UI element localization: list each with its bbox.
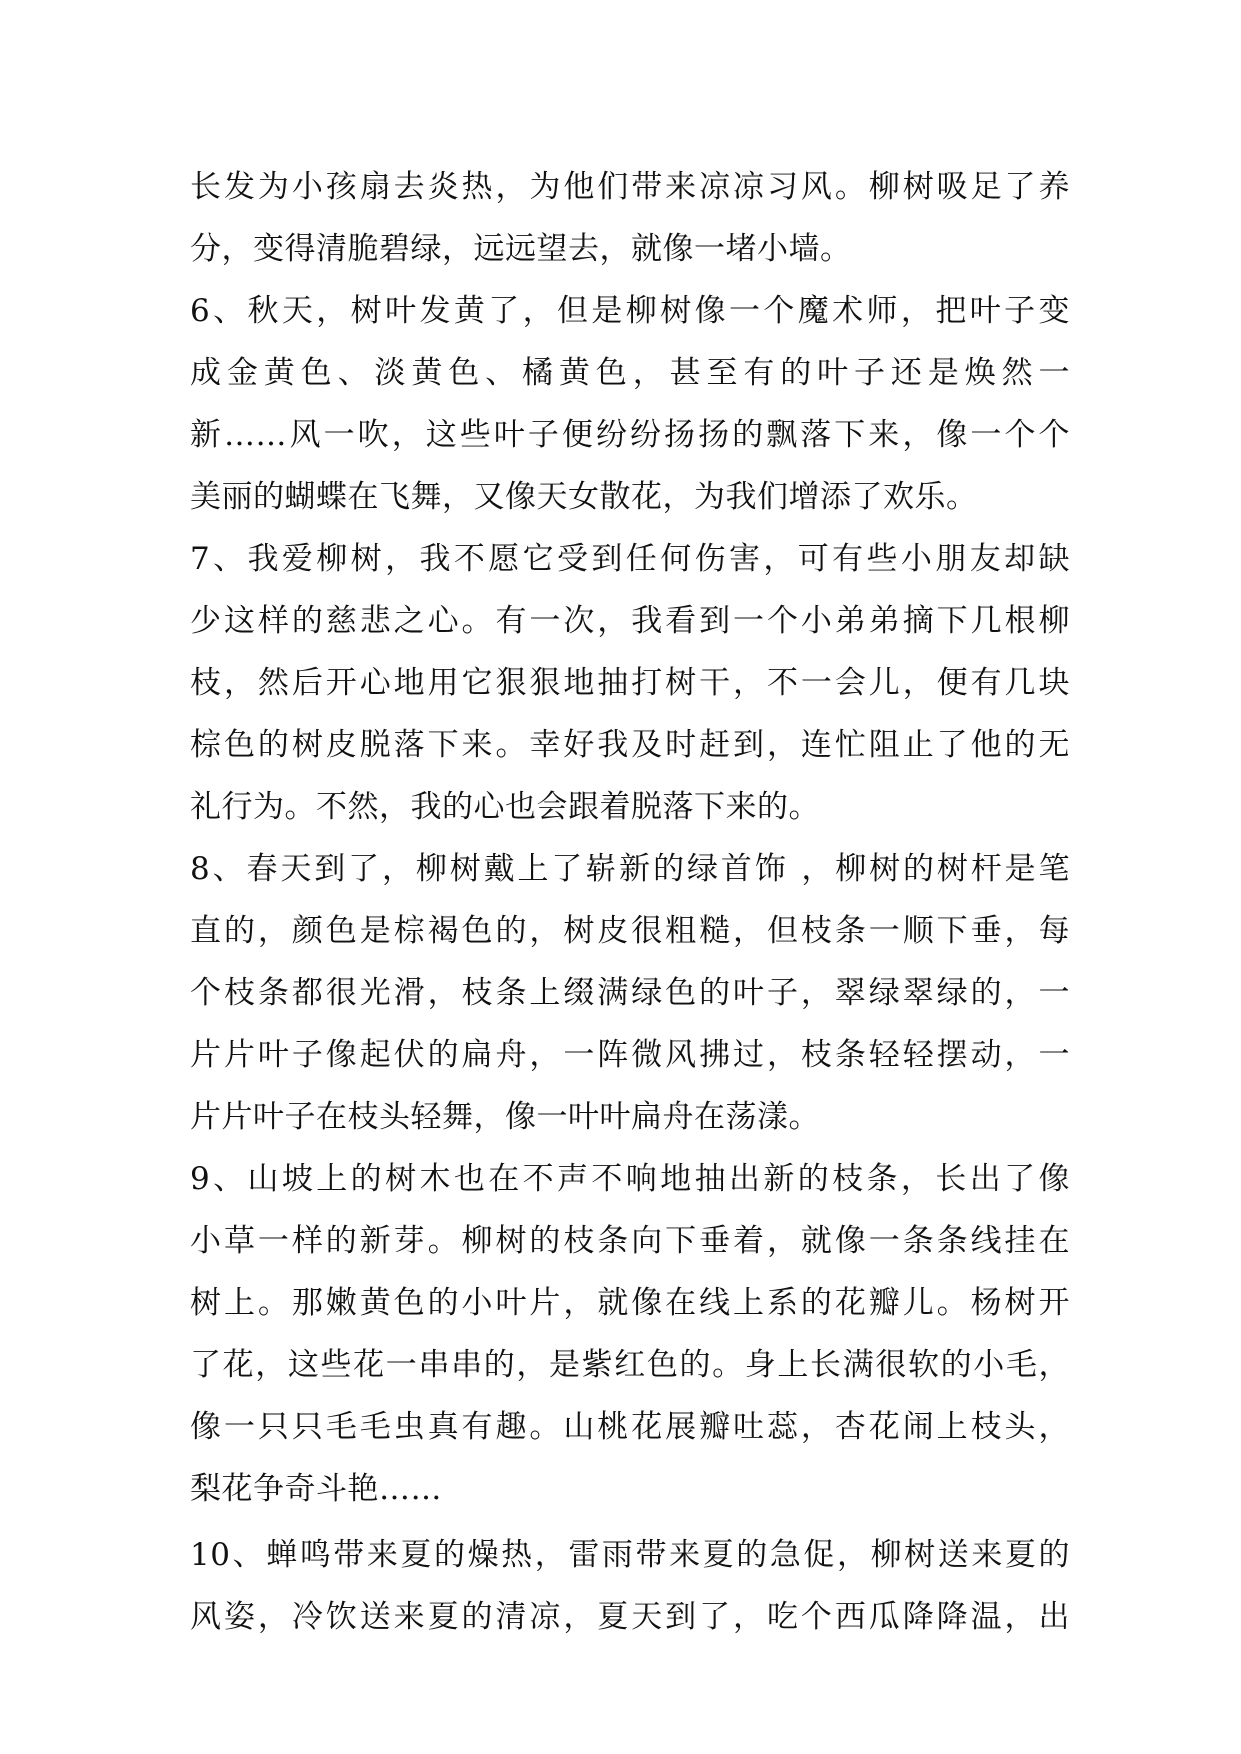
- text-line: 枝，然后开心地用它狠狠地抽打树干，不一会儿，便有几块: [190, 665, 1070, 701]
- text-line: 了花，这些花一串串的，是紫红色的。身上长满很软的小毛，: [190, 1347, 1070, 1383]
- text-line: 片片叶子像起伏的扁舟，一阵微风拂过，枝条轻轻摆动，一: [190, 1037, 1070, 1073]
- text-line: 9、山坡上的树木也在不声不响地抽出新的枝条，长出了像: [190, 1161, 1070, 1197]
- document-body: [190, 156, 1070, 1648]
- text-line: 分，变得清脆碧绿，远远望去，就像一堵小墙。: [190, 231, 852, 267]
- text-line: 个枝条都很光滑，枝条上缀满绿色的叶子，翠绿翠绿的，一: [190, 975, 1070, 1011]
- text-line: 片片叶子在枝头轻舞，像一叶叶扁舟在荡漾。: [190, 1099, 820, 1135]
- text-line: 像一只只毛毛虫真有趣。山桃花展瓣吐蕊，杏花闹上枝头，: [190, 1409, 1070, 1445]
- text-line: 礼行为。不然，我的心也会跟着脱落下来的。: [190, 789, 820, 825]
- text-line: 8、春天到了，柳树戴上了崭新的绿首饰 ，柳树的树杆是笔: [190, 851, 1070, 887]
- text-line: 6、秋天，树叶发黄了，但是柳树像一个魔术师，把叶子变: [190, 293, 1070, 329]
- text-line: 10、蝉鸣带来夏的燥热，雷雨带来夏的急促，柳树送来夏的: [190, 1537, 1070, 1573]
- text-line: 成金黄色、淡黄色、橘黄色，甚至有的叶子还是焕然一: [190, 355, 1070, 391]
- text-line: 梨花争奇斗艳……: [190, 1471, 442, 1507]
- text-line: 7、我爱柳树，我不愿它受到任何伤害，可有些小朋友却缺: [190, 541, 1070, 577]
- text-line: 新……风一吹，这些叶子便纷纷扬扬的飘落下来，像一个个: [190, 417, 1070, 453]
- text-line: 小草一样的新芽。柳树的枝条向下垂着，就像一条条线挂在: [190, 1223, 1070, 1259]
- text-line: 少这样的慈悲之心。有一次，我看到一个小弟弟摘下几根柳: [190, 603, 1070, 639]
- text-line: 棕色的树皮脱落下来。幸好我及时赶到，连忙阻止了他的无: [190, 727, 1070, 763]
- text-line: 风姿，冷饮送来夏的清凉，夏天到了，吃个西瓜降降温，出: [190, 1599, 1070, 1635]
- text-line: 树上。那嫩黄色的小叶片，就像在线上系的花瓣儿。杨树开: [190, 1285, 1070, 1321]
- text-line: 美丽的蝴蝶在飞舞，又像天女散花，为我们增添了欢乐。: [190, 479, 978, 515]
- text-line: 直的，颜色是棕褐色的，树皮很粗糙，但枝条一顺下垂，每: [190, 913, 1070, 949]
- text-line: 长发为小孩扇去炎热，为他们带来凉凉习风。柳树吸足了养: [190, 169, 1070, 205]
